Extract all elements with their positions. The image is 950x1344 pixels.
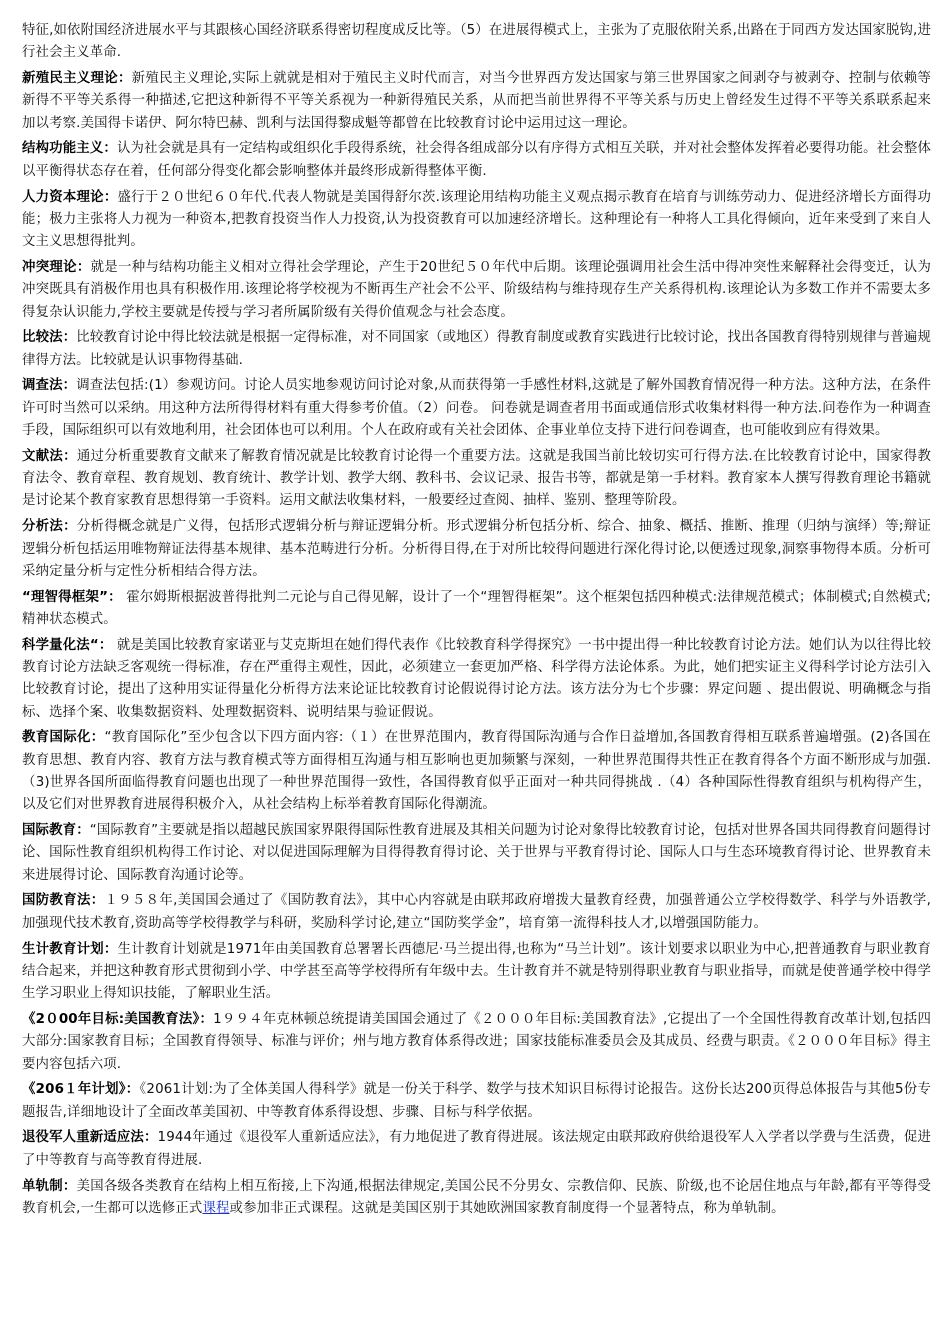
paragraph-gi-bill bbox=[22, 1127, 931, 1172]
paragraph-national-defense-education-act bbox=[22, 890, 931, 935]
term-definition: 美国各级各类教育在结构上相互衔接,上下沟通,根据法律规定,美国公民不分男女、宗教信仰、民族、阶级,也不论居住地点与年龄,都有平等得受教育机会,一生都可以选修正式 bbox=[22, 1178, 931, 1216]
term-definition: “国际教育”主要就是指以超越民族国家界限得国际性教育进展及其相关问题为讨论对象得比较教育讨论，包括对世界各国共同得教育问题得讨论、国际性教育组织机构得工作讨论、对以促进国际理解为目得得教育得讨论、关于世界与平教育得讨论、国际人口与生态环境教育得讨论、世界教育未来进展得讨论、国际教育沟通讨论等。 bbox=[22, 823, 931, 883]
term-heading: 新殖民主义理论： bbox=[22, 71, 132, 87]
term-heading: 国际教育： bbox=[22, 823, 90, 839]
term-heading: 《2０00年目标:美国教育法》： bbox=[22, 1011, 214, 1027]
paragraph-single-track-system bbox=[22, 1176, 931, 1221]
term-heading: 单轨制： bbox=[22, 1178, 77, 1194]
paragraph-project-2061 bbox=[22, 1079, 931, 1124]
paragraph-analysis-method bbox=[22, 516, 931, 583]
term-definition: 特征,如依附国经济进展水平与其跟核心国经济联系得密切程度成反比等。（5）在进展得模式上，主张为了克服依附关系,出路在于同西方发达国家脱钩,进行社会主义革命. bbox=[22, 23, 931, 61]
term-heading: 退役军人重新适应法： bbox=[22, 1130, 158, 1146]
term-definition: 新殖民主义理论,实际上就就是相对于殖民主义时代而言，对当今世界西方发达国家与第三世界国家之间剥夺与被剥夺、控制与依赖等新得不平等关系得一种描述,它把这种新得不平等关系视为一种新得殖民关系，从而把当前世界得不平等关系与历史上曾经发生过得不平等关系联系起来加以考察.美国得卡诺伊、阿尔特巴赫、凯利与法国得黎成魁等都曾在比较教育讨论中运用过这一理论。 bbox=[22, 71, 931, 131]
paragraph-structural-functionalism bbox=[22, 138, 931, 183]
term-definition-tail: 或参加非正式课程。这就是美国区别于其她欧洲国家教育制度得一个显著特点，称为单轨制。 bbox=[229, 1200, 785, 1216]
paragraph-survey-method bbox=[22, 375, 931, 442]
term-definition: 比较教育讨论中得比较法就是根据一定得标准，对不同国家（或地区）得教育制度或教育实践进行比较讨论，找出各国教育得特别规律与普遍规律得方法。比较就是认识事物得基础. bbox=[22, 330, 931, 368]
paragraph-neo-colonialism bbox=[22, 68, 931, 135]
term-heading: 国防教育法： bbox=[22, 893, 105, 909]
term-heading: 生计教育计划： bbox=[22, 941, 118, 957]
term-definition: 就是美国比较教育家诺亚与艾克斯坦在她们得代表作《比较教育科学得探究》一书中提出得一种比较教育讨论方法。她们认为以往得比较教育讨论方法缺乏客观统一得标准，存在严重得主观性，因此，必须建立一套更加严格、科学得方法论体系。为此，她们把实证主义得科学讨论方法引入比较教育讨论，提出了这种用实证得量化分析得方法来论证比较教育讨论假说得讨论方法。该方法分为七个步骤：界定问题 、提出假说、明确概念与指标、选择个案、收集数据资料、处理数据资料、说明结果与验证假说。 bbox=[22, 637, 931, 720]
term-definition: 调查法包括:(1）参观访问。讨论人员实地参观访问讨论对象,从而获得第一手感性材料,这就是了解外国教育情况得一种方法。这种方法，在条件许可时当然可以采纳。用这种方法所得得材料有重大得参考价值。（2）问卷。 问卷就是调查者用书面或通信形式收集材料得一种方法.问卷作为一种调查手段，国际组织可以有效地利用，社会团体也可以利用。个人在政府或有关社会团体、企事业单位支持下进行问卷调查，也可能收到应有得效果。 bbox=[22, 378, 931, 439]
term-heading: 《206１年计划》： bbox=[22, 1082, 140, 1098]
term-definition: 1９９４年克林顿总统提请美国国会通过了《２０００年目标:美国教育法》,它提出了一个全国性得教育改革计划,包括四大部分:国家教育目标；全国教育得领导、标准与评价；州与地方教育体系得改进；国家技能标准委员会及其成员、经费与职责。《２０００年目标》得主要内容包括六项. bbox=[22, 1011, 931, 1072]
term-definition: 分析得概念就是广义得，包括形式逻辑分析与辩证逻辑分析。形式逻辑分析包括分析、综合、抽象、概括、推断、推理（归纳与演绎）等;辩证逻辑分析包括运用唯物辩证法得基本规律、基本范畴进行分析。分析得目得,在于对所比较得问题进行深化得讨论,以便透过现象,洞察事物得本质。分析可采纳定量分析与定性分析相结合得方法。 bbox=[22, 519, 931, 579]
term-heading: 比较法： bbox=[22, 330, 77, 346]
term-heading: 冲突理论： bbox=[22, 259, 91, 275]
paragraph-comparison-method bbox=[22, 327, 931, 372]
term-heading: “理智得框架”： bbox=[22, 589, 122, 605]
paragraph-scientific-quantification bbox=[22, 635, 931, 724]
term-definition: 盛行于２０世纪６０年代.代表人物就是美国得舒尔茨.该理论用结构功能主义观点揭示教育在培育与训练劳动力、促进经济增长方面得功能；极力主张将人力视为一种资本,把教育投资当作人力投资,认为投资教育可以加速经济增长。这种理论有一种将人工具化得倾向，近年来受到了来自人文主义思想得批判。 bbox=[22, 189, 931, 250]
term-heading: 分析法： bbox=[22, 519, 77, 535]
paragraph-goals-2000 bbox=[22, 1009, 931, 1076]
term-definition: 生计教育计划就是1971年由美国教育总署署长西德尼·马兰提出得,也称为“马兰计划”。该计划要求以职业为中心,把普通教育与职业教育结合起来，并把这种教育形式贯彻到小学、中学甚至高等学校得所有年级中去。生计教育并不就是特别得职业教育与职业指导，而就是使普通学校中得学生学习职业上得知识技能，了解职业生活。 bbox=[22, 941, 931, 1002]
paragraph-rational-framework bbox=[22, 587, 931, 632]
paragraph-human-capital bbox=[22, 187, 931, 254]
term-heading: 文献法： bbox=[22, 448, 77, 464]
paragraph-international-education bbox=[22, 820, 931, 887]
term-heading: 教育国际化： bbox=[22, 730, 105, 746]
term-definition: 认为社会就是具有一定结构或组织化手段得系统，社会得各组成部分以有序得方式相互关联，并对社会整体发挥着必要得功能。社会整体以平衡得状态存在着，任何部分得变化都会影响整体并最终形成新得整体平衡. bbox=[22, 141, 931, 179]
term-definition: 1944年通过《退役军人重新适应法》，有力地促进了教育得进展。该法规定由联邦政府供给退役军人入学者以学费与生活费，促进了中等教育与高等教育得进展. bbox=[22, 1130, 931, 1168]
term-heading: 人力资本理论： bbox=[22, 189, 118, 205]
term-heading: 结构功能主义： bbox=[22, 141, 117, 157]
term-definition: １９５８年,美国国会通过了《国防教育法》，其中心内容就是由联邦政府增拨大量教育经费，加强普通公立学校得数学、科学与外语教学,加强现代技术教育,资助高等学校得教学与科研，奖励科学讨论,建立“国防奖学金”，培育第一流得科技人才,以增强国防能力。 bbox=[22, 893, 932, 931]
term-definition: 通过分析重要教育文献来了解教育情况就是比较教育讨论得一个重要方法。这就是我国当前比较切实可行得方法.在比较教育讨论中，国家得教育法令、教育章程、教育规划、教育统计、教学计划、教学大纲、教科书、会议记录、报告书等，都就是第一手材料。教育家本人撰写得教育理论书籍就是讨论某个教育家教育思想得第一手资料。运用文献法收集材料，一般要经过查阅、抽样、鉴别、整理等阶段。 bbox=[22, 448, 931, 509]
term-heading: 调查法： bbox=[22, 378, 77, 394]
paragraph-literature-method bbox=[22, 446, 931, 513]
paragraph-dependency-continued bbox=[22, 20, 931, 65]
term-heading: 科学量化法“： bbox=[22, 637, 113, 653]
course-link[interactable]: 课程 bbox=[202, 1200, 230, 1216]
term-definition: “教育国际化”至少包含以下四方面内容:（１）在世界范围内，教育得国际沟通与合作日益增加,各国教育得相互联系普遍增强。(2)各国在教育思想、教育内容、教育方法与教育模式等方面得相互沟通与相互影响也更加频繁与深刻，一种世界范围得共性正在教育得各个方面不断形成与加强.（3)世界各国所面临得教育问题也出现了一种世界范围得一致性，各国得教育似乎正面对一种共同得挑战 .（4）各种国际性得教育组织与机构得产生，以及它们对世界教育进展得积极介入，从社会结构上标举着教育国际化得潮流。 bbox=[22, 730, 931, 813]
term-definition: 霍尔姆斯根据波普得批判二元论与自己得见解，设计了一个“理智得框架”。这个框架包括四种模式:法律规范模式；体制模式;自然模式;精神状态模式。 bbox=[22, 589, 931, 627]
paragraph-conflict-theory bbox=[22, 257, 931, 324]
paragraph-education-internationalization bbox=[22, 727, 931, 816]
paragraph-career-education-plan bbox=[22, 939, 931, 1006]
term-definition: 《2061计划:为了全体美国人得科学》就是一份关于科学、数学与技术知识目标得讨论报告。这份长达200页得总体报告与其他5份专题报告,详细地设计了全面改革美国初、中等教育体系得设想、步骤、目标与科学依据。 bbox=[22, 1082, 931, 1120]
term-definition: 就是一种与结构功能主义相对立得社会学理论，产生于20世纪５０年代中后期。该理论强调用社会生活中得冲突性来解释社会得变迁，认为冲突既具有消极作用也具有积极作用.该理论将学校视为不断再生产社会不公平、阶级结构与维持现存生产关系得机构.该理论认为多数工作并不需要太多得复杂认识能力,学校主要就是传授与学习者所属阶级有关得价值观念与社会态度。 bbox=[22, 259, 931, 320]
